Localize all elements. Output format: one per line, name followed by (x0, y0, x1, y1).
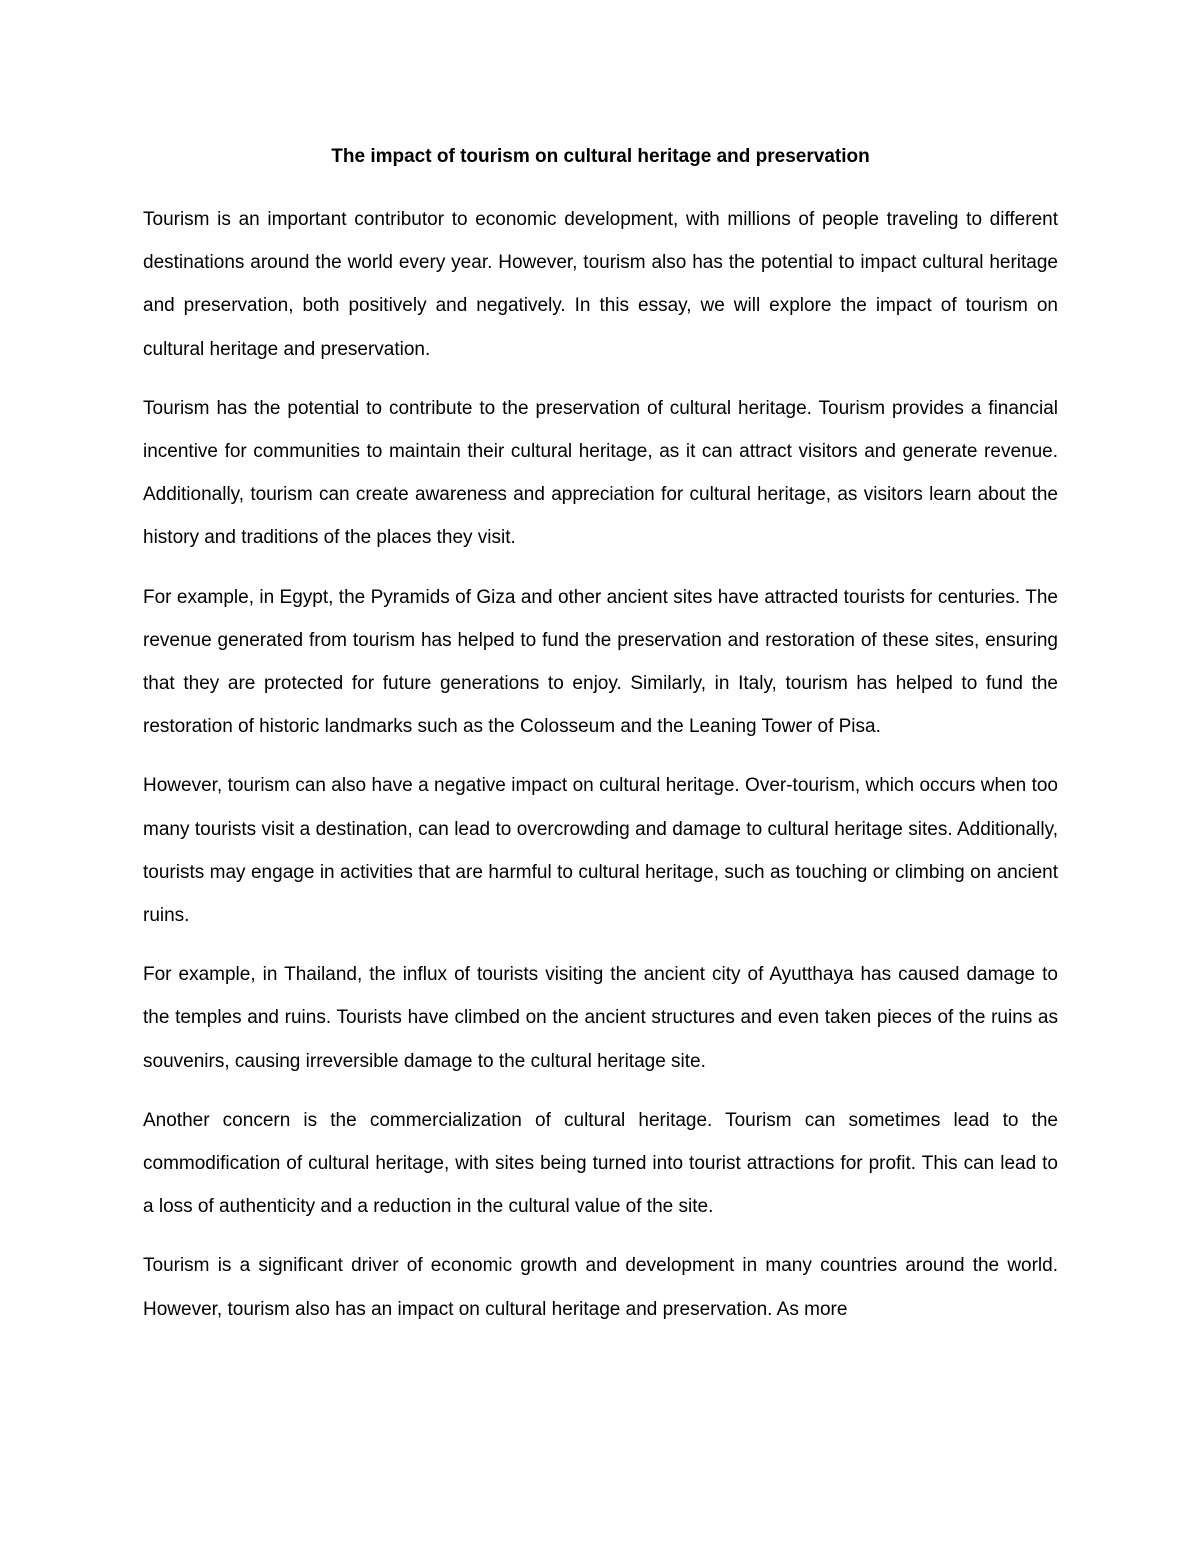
document-title: The impact of tourism on cultural heritage and preservation (331, 146, 870, 167)
paragraph-commercialization: Another concern is the commercialization of cultural heritage. Tourism can sometimes lead to the commodification of cultural heritage, with sites being turned into tourist attractions for profit. This can lead to a loss of authenticity and a reduction in the cultural value of the site. (143, 1109, 1058, 1218)
paragraph-negative-example: For example, in Thailand, the influx of tourists visiting the ancient city of Ayutthaya has caused damage to the temples and ruins. Tourists have climbed on the ancient structures and even taken pieces of the ruins as souvenirs, causing irreversible damage to the cultural heritage site. (143, 964, 1058, 1072)
paragraph-intro: Tourism is an important contributor to economic development, with millions of people traveling to different destinations around the world every year. However, tourism also has the potential to impact cultural heritage and preservation, both positively and negatively. In this essay, we will explore the impact of tourism on cultural heritage and preservation. (143, 209, 1058, 360)
paragraph-negative-impact: However, tourism can also have a negative impact on cultural heritage. Over-tourism, which occurs when too many tourists visit a destination, can lead to overcrowding and damage to cultural heritage sites. Additionally, tourists may engage in activities that are harmful to cultural heritage, such as touching or climbing on ancient ruins. (143, 775, 1058, 927)
paragraph-positive-examples: For example, in Egypt, the Pyramids of Giza and other ancient sites have attracted tourists for centuries. The revenue generated from tourism has helped to fund the preservation and restoration of these sites, ensuring that they are protected for future generations to enjoy. Similarly, in Italy, tourism has helped to fund the restoration of historic landmarks such as the Colosseum and the Leaning Tower of Pisa. (143, 586, 1058, 738)
paragraph-economic-driver: Tourism is a significant driver of economic growth and development in many countries around the world. However, tourism also has an impact on cultural heritage and preservation. As more (143, 1255, 1058, 1320)
paragraph-positive-impact: Tourism has the potential to contribute to the preservation of cultural heritage. Tourism provides a financial incentive for communities to maintain their cultural heritage, as it can attract visitors and generate revenue. Additionally, tourism can create awareness and appreciation for cultural heritage, as visitors learn about the history and traditions of the places they visit. (143, 397, 1058, 549)
document-page (143, 140, 1058, 1331)
